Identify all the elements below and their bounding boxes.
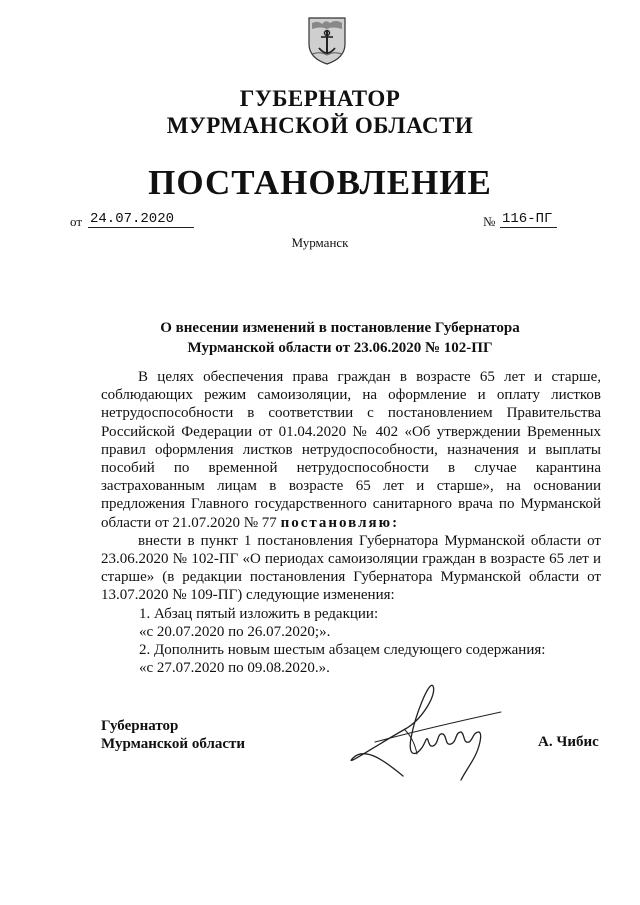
decision-paragraph: внести в пункт 1 постановления Губернатора Мурманской области от 23.06.2020 № 102-ПГ «О периодах самоизоляции граждан в возрасте 65 лет и старше» (в редакции постановления Губернатора Мурманской области от 13.07.2020 № 109-ПГ) следующие изменения: xyxy=(101,532,601,604)
city-name: Мурманск xyxy=(291,235,349,250)
preamble-text: В целях обеспечения права граждан в возрасте 65 лет и старше, соблюдающих режим самоизоляции, на оформление и оплату листков нетрудоспособности в соответствии с постановлением Правительства Российской Федерации от 01.04.2020 № 402 «Об утверждении Временных правил оформления листков нетрудоспособности, назначения и выплаты пособий по временной нетрудоспособности в случае карантина застрахованным лицам в возрасте 65 лет и старше», на основании предложения Главного государственного санитарного врача по Мурманской области от 21.07.2020 № 77 xyxy=(101,369,601,531)
issuer-title: ГУБЕРНАТОР xyxy=(239,86,401,111)
number-prefix: № xyxy=(483,214,496,229)
document-body xyxy=(101,368,601,677)
change-item-2-text: «с 27.07.2020 по 09.08.2020.». xyxy=(139,660,330,677)
document-subject xyxy=(0,318,640,358)
date-prefix: от xyxy=(70,214,83,229)
signer-title xyxy=(101,717,245,753)
document-type: ПОСТАНОВЛЕНИЕ xyxy=(148,163,492,202)
document-number: 116-ПГ xyxy=(500,211,557,228)
change-item-2: 2. Дополнить новым шестым абзацем следующего содержания: xyxy=(139,642,546,659)
change-item-1: 1. Абзац пятый изложить в редакции: xyxy=(139,605,379,622)
issuer-region: МУРМАНСКОЙ ОБЛАСТИ xyxy=(166,113,474,138)
coat-of-arms-icon xyxy=(306,14,348,66)
subject-line-1: О внесении изменений в постановление Губернатора xyxy=(160,320,520,336)
subject-line-2: Мурманской области от 23.06.2020 № 102-ПГ xyxy=(187,340,493,356)
decree-keyword: постановляю: xyxy=(280,514,400,531)
signer-name: А. Чибис xyxy=(538,734,599,750)
change-item-1-text: «с 20.07.2020 по 26.07.2020;». xyxy=(139,623,331,640)
signer-title-line-2: Мурманской области xyxy=(101,736,246,752)
handwritten-signature-icon xyxy=(345,676,505,788)
document-date: 24.07.2020 xyxy=(88,211,194,228)
signer-title-line-1: Губернатор xyxy=(101,718,179,734)
preamble-paragraph xyxy=(101,368,601,532)
